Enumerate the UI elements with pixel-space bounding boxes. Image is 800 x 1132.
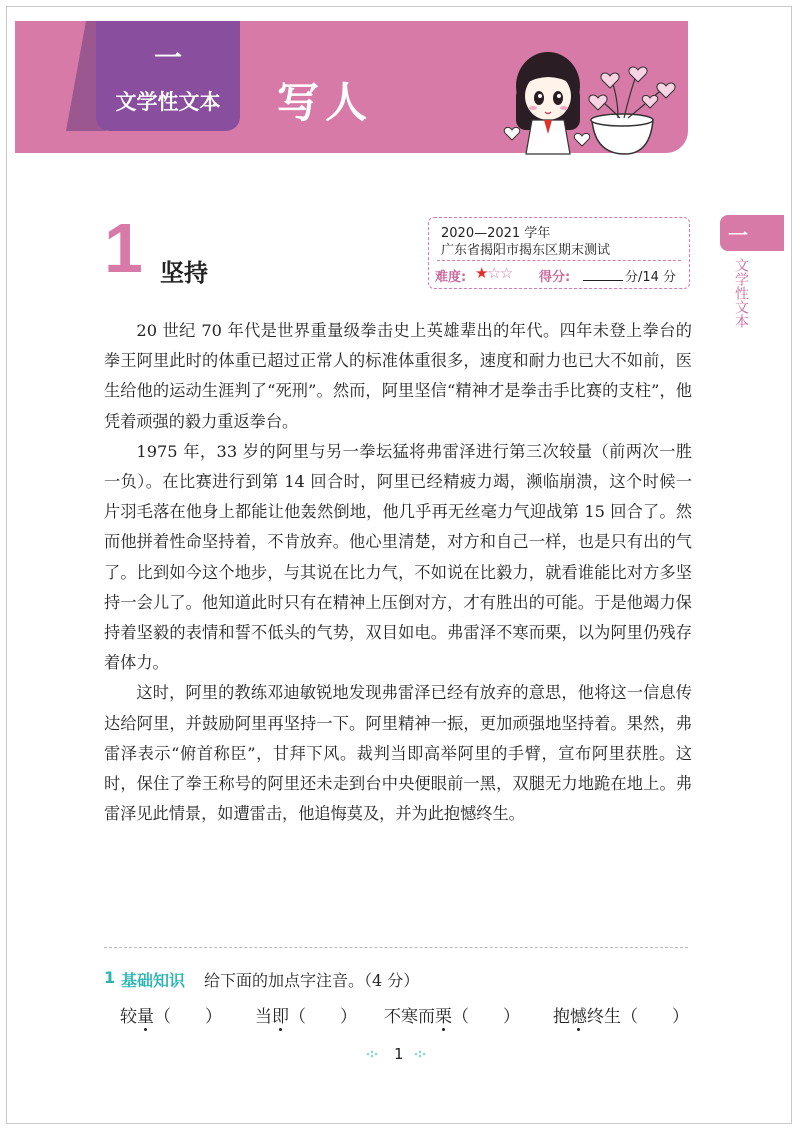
section-divider (104, 947, 688, 948)
score-total: 分/14 分 (625, 270, 677, 285)
dotted-char: 栗 (435, 1002, 452, 1027)
star-empty-icon: ☆ (487, 264, 500, 282)
page-number: 1 (394, 1045, 404, 1063)
star-filled-icon: ★ (475, 264, 488, 282)
question-number: 1 (104, 968, 116, 987)
side-section-label: 文学性文本 (733, 258, 749, 328)
answer-blank[interactable]: （ ） (452, 1007, 520, 1027)
pinyin-item[interactable]: 当即（ ） (255, 1002, 357, 1027)
girl-illustration (500, 36, 690, 160)
dotted-char: 憾 (570, 1002, 587, 1027)
score-label: 得分: (539, 270, 571, 285)
lesson-title: 坚持 (160, 259, 208, 287)
info-divider (437, 260, 681, 261)
pinyin-item[interactable]: 抱憾终生（ ） (553, 1002, 689, 1027)
difficulty-label: 难度: (435, 270, 467, 285)
score-blank[interactable] (583, 280, 623, 281)
question-text: 给下面的加点字注音。（4 分） (204, 971, 420, 990)
article-paragraph: 1975 年，33 岁的阿里与另一拳坛猛将弗雷泽进行第三次较量（前两次一胜一负）。在比赛进行到第 14 回合时，阿里已经精疲力竭，濒临崩溃，这个时候一片羽毛落在他身上都能让他轰然倒地，他几乎再无丝毫力气迎战第 15 回合了。然而他拼着性命坚持着，不肯放弃。他心里清楚，对方和自己一样，也是只有出的气了。比到如今这个地步，与其说在比力气，不如说在比毅力，就看谁能比对方多坚持一会儿了。他知道此时只有在精神上压倒对方，才有胜出的可能。于是他竭力保持着坚毅的表情和誓不低头的气势，双目如电。弗雷泽不寒而栗，以为阿里仍残存着体力。 (104, 441, 692, 673)
article-paragraph: 20 世纪 70 年代是世界重量级拳击史上英雄辈出的年代。四年未登上拳台的拳王阿里此时的体重已超过正常人的标准体重很多，速度和耐力也已大不如前，医生给他的运动生涯判了“死刑”。然而，阿里坚信“精神才是拳击手比赛的支柱”，他凭着顽强的毅力重返拳台。 (104, 321, 692, 431)
banner-title: 写人 (277, 78, 374, 127)
page-deco-left-icon (366, 1050, 380, 1058)
answer-blank[interactable]: （ ） (289, 1007, 357, 1027)
school-year: 2020—2021 学年 (441, 226, 551, 241)
page-deco-right-icon (412, 1050, 426, 1058)
answer-blank[interactable]: （ ） (154, 1007, 222, 1027)
pinyin-item[interactable]: 不寒而栗（ ） (384, 1002, 520, 1027)
question-type: 基础知识 (121, 971, 186, 990)
test-info-box (428, 217, 690, 289)
test-source: 广东省揭阳市揭东区期末测试 (441, 243, 611, 258)
pinyin-item[interactable]: 较量（ ） (120, 1002, 222, 1027)
lesson-number: 1 (104, 209, 143, 287)
article-paragraph: 这时，阿里的教练邓迪敏锐地发现弗雷泽已经有放弃的意思，他将这一信息传达给阿里，并鼓励阿里再坚持一下。阿里精神一振，更加顽强地坚持着。果然，弗雷泽表示“俯首称臣”，甘拜下风。裁判当即高举阿里的手臂，宣布阿里获胜。这时，保住了拳王称号的阿里还未走到台中央便眼前一黑，双腿无力地跪在地上。弗雷泽见此情景，如遭雷击，他追悔莫及，并为此抱憾终生。 (104, 683, 692, 824)
article-body (104, 316, 692, 829)
answer-blank[interactable]: （ ） (621, 1007, 689, 1027)
side-tab-number: 一 (728, 223, 748, 247)
dotted-char: 即 (272, 1002, 289, 1027)
unit-label: 文学性文本 (115, 90, 221, 114)
unit-number: 一 (153, 41, 182, 74)
star-empty-icon: ☆ (499, 264, 513, 282)
dotted-char: 量 (137, 1002, 154, 1027)
difficulty-stars (475, 264, 512, 282)
